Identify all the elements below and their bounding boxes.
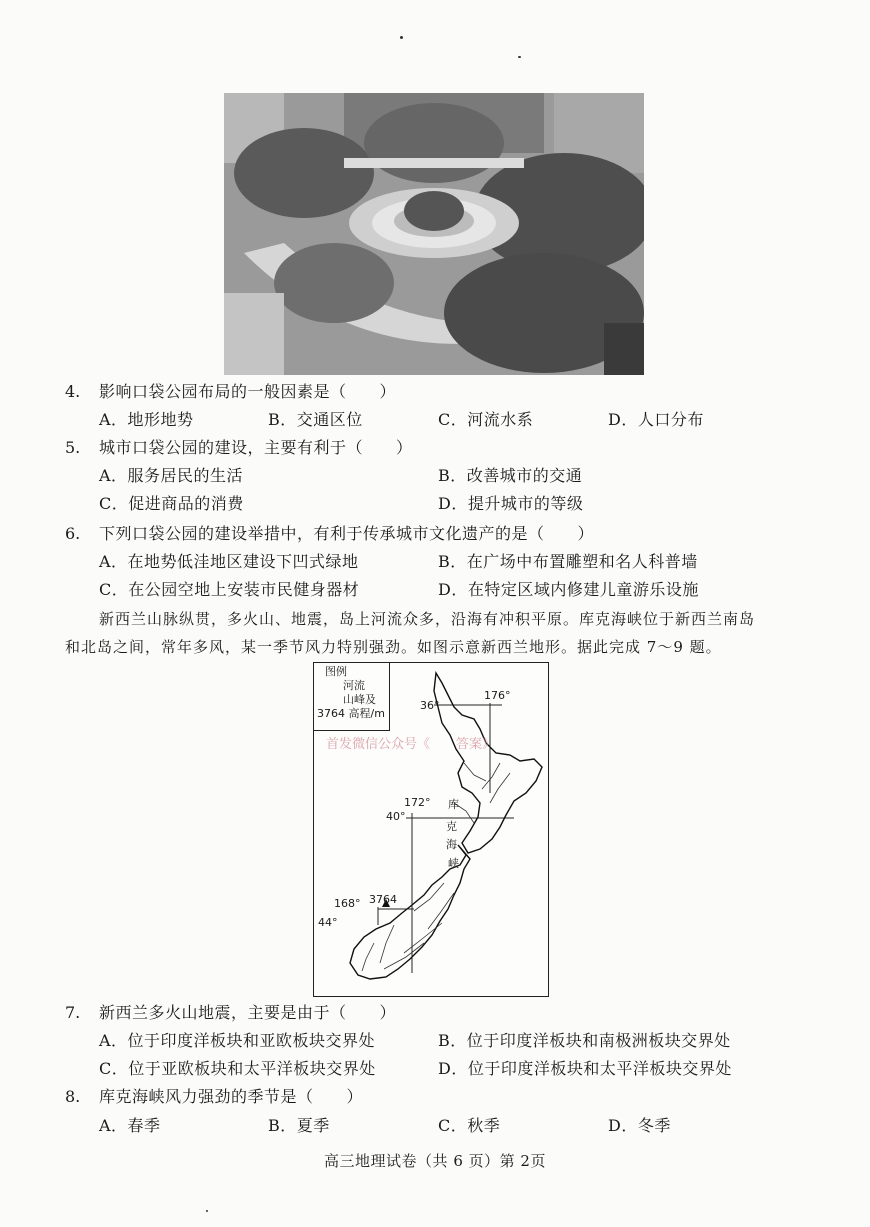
question-5-number: 5. — [65, 438, 81, 457]
map-legend — [314, 663, 390, 731]
label-peak-3764: 3764 — [369, 893, 397, 906]
question-6-option-b: B．在广场中布置雕塑和名人科普墙 — [438, 552, 698, 571]
question-4-option-c: C．河流水系 — [438, 410, 534, 429]
question-8-stem: 库克海峡风力强劲的季节是（ ） — [99, 1087, 364, 1106]
question-7-number: 7. — [65, 1003, 81, 1022]
question-5-stem: 城市口袋公园的建设，主要有利于（ ） — [99, 438, 413, 457]
question-6-number: 6. — [65, 524, 81, 543]
question-5-option-b: B．改善城市的交通 — [438, 466, 583, 485]
label-strait-2: 克 — [446, 820, 457, 833]
question-4-option-d: D．人口分布 — [608, 410, 704, 429]
question-7-option-b: B．位于印度洋板块和南极洲板块交界处 — [438, 1031, 731, 1050]
legend-peak: 山峰及 — [343, 693, 376, 706]
new-zealand-map — [313, 662, 549, 997]
question-8-option-b: B．夏季 — [268, 1116, 330, 1135]
question-5-option-d: D．提升城市的等级 — [438, 494, 584, 513]
question-8-option-d: D．冬季 — [608, 1116, 671, 1135]
legend-river: 河流 — [343, 679, 365, 692]
legend-title: 图例 — [325, 665, 347, 678]
question-4-option-a: A．地形地势 — [99, 410, 194, 429]
label-strait-4: 峡 — [448, 857, 459, 870]
scan-speck — [400, 36, 403, 39]
pocket-park-photo — [224, 93, 644, 375]
question-7-option-a: A．位于印度洋板块和亚欧板块交界处 — [99, 1031, 376, 1050]
label-lat-36: 36° — [420, 699, 440, 712]
intro-line-1: 新西兰山脉纵贯，多火山、地震，岛上河流众多，沿海有冲积平原。库克海峡位于新西兰南岛 — [99, 610, 756, 628]
question-8-number: 8. — [65, 1087, 81, 1106]
question-5-option-c: C．促进商品的消费 — [99, 494, 244, 513]
question-5-option-a: A．服务居民的生活 — [99, 466, 244, 485]
label-lat-44: 44° — [318, 916, 338, 929]
question-8-option-a: A．春季 — [99, 1116, 161, 1135]
intro-line-2: 和北岛之间，常年多风，某一季节风力特别强劲。如图示意新西兰地形。据此完成 7～9 题。 — [65, 638, 722, 656]
label-strait-3: 海 — [446, 838, 457, 851]
label-lon-172: 172° — [404, 796, 431, 809]
question-7-stem: 新西兰多火山地震，主要是由于（ ） — [99, 1003, 397, 1022]
question-4-number: 4. — [65, 382, 81, 401]
watermark: 首发微信公众号《 答案》 — [326, 737, 496, 752]
question-4-stem: 影响口袋公园布局的一般因素是（ ） — [99, 382, 397, 401]
page-footer: 高三地理试卷（共 6 页）第 2页 — [324, 1152, 546, 1170]
label-lon-176: 176° — [484, 689, 511, 702]
question-6-stem: 下列口袋公园的建设举措中，有利于传承城市文化遗产的是（ ） — [99, 524, 595, 543]
question-8-option-c: C．秋季 — [438, 1116, 501, 1135]
legend-peak-elevation: 3764 高程/m — [317, 707, 385, 720]
label-lat-40: 40° — [386, 810, 406, 823]
question-6-option-d: D．在特定区域内修建儿童游乐设施 — [438, 580, 699, 599]
label-strait-1: 库 — [448, 798, 459, 811]
scan-speck — [206, 1210, 208, 1212]
question-7-option-c: C．位于亚欧板块和太平洋板块交界处 — [99, 1059, 376, 1078]
scan-speck — [518, 56, 521, 58]
label-lon-168: 168° — [334, 897, 361, 910]
question-4-option-b: B．交通区位 — [268, 410, 363, 429]
question-7-option-d: D．位于印度洋板块和太平洋板块交界处 — [438, 1059, 732, 1078]
question-6-option-a: A．在地势低洼地区建设下凹式绿地 — [99, 552, 359, 571]
question-6-option-c: C．在公园空地上安装市民健身器材 — [99, 580, 360, 599]
